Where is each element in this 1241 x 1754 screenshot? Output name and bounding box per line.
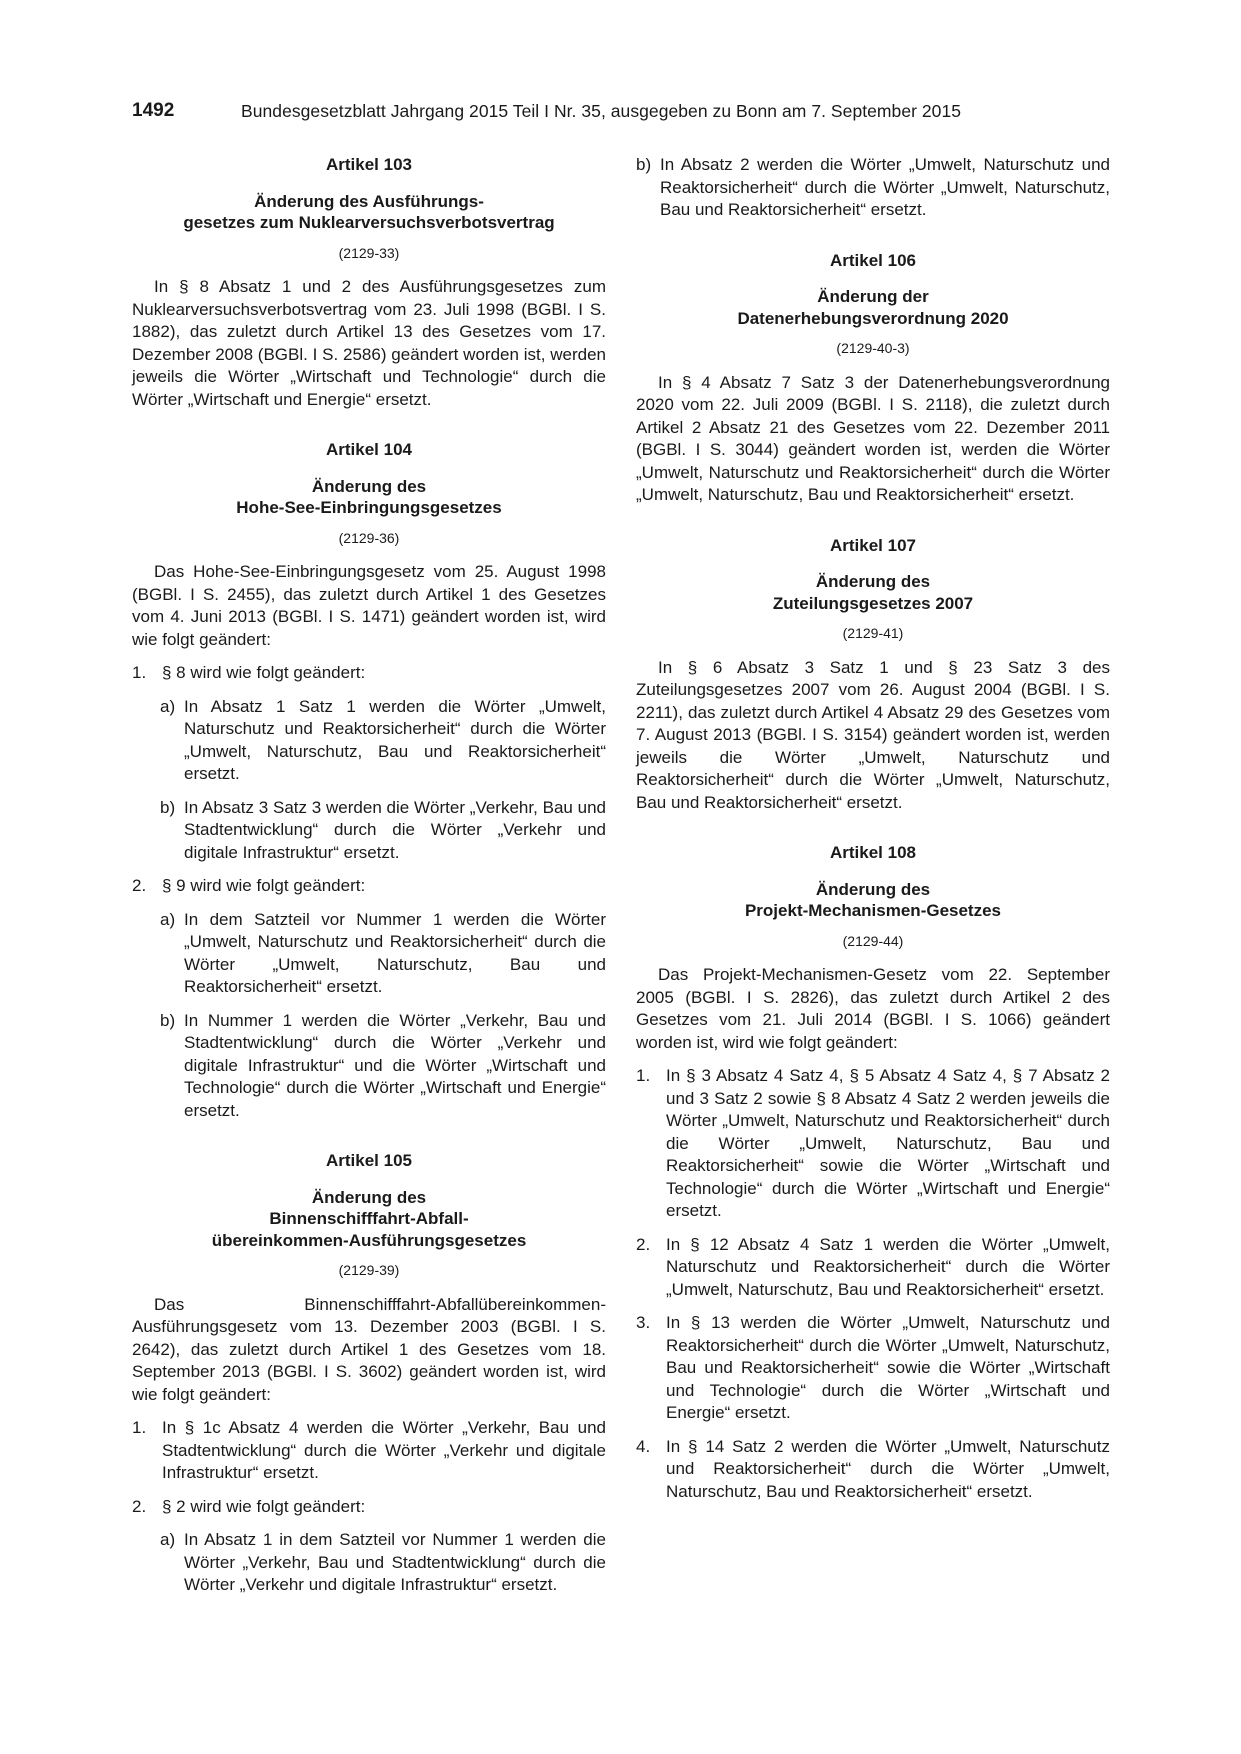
article-code: (2129-40-3) [836, 340, 910, 356]
article-text: In § 4 Absatz 7 Satz 3 der Datenerhebungsverordnung 2020 vom 22. Juli 2009 (BGBl. I S. 2118), die zuletzt durch Artikel 2 Absatz 21 des Gesetzes vom 22. Dezember 2011 (BGBl. I S. 3044) geändert worden ist, werden die Wörter „Umwelt, Naturschutz und Reaktorsicherheit“ durch die Wörter „Umwelt, Naturschutz, Bau und Reaktorsicherheit“ ersetzt. [636, 372, 1110, 504]
sub-list [162, 1529, 606, 1597]
sub-label: a) [160, 909, 176, 929]
list-item [636, 1065, 1110, 1223]
article-number: Artikel 104 [326, 440, 412, 459]
sub-label: a) [160, 1530, 176, 1549]
list-item [636, 1312, 1110, 1425]
article-title-line: übereinkommen-Ausführungsgesetzes [211, 1230, 527, 1250]
item-label: 2. [132, 1496, 147, 1516]
article-title-line: Binnenschifffahrt-Abfall- [269, 1209, 469, 1228]
sub-text: In Absatz 1 Satz 1 werden die Wörter „Umwelt, Naturschutz und Reaktorsicherheit“ durch die Wörter „Umwelt, Naturschutz, Bau und Reaktorsicherheit“ ersetzt. [184, 696, 606, 783]
article-number: Artikel 108 [830, 843, 916, 862]
list-item [132, 1417, 606, 1485]
article-title-line: Änderung des [311, 476, 427, 496]
article-text: Das Projekt-Mechanismen-Gesetz vom 22. September 2005 (BGBl. I S. 2826), das zuletzt durch Artikel 2 des Gesetzes vom 21. Juli 2014 (BGBl. I S. 1066) geändert worden ist, wird wie folgt geändert: [636, 965, 1110, 1052]
item-text: In § 1c Absatz 4 werden die Wörter „Verkehr, Bau und Stadtentwicklung“ durch die Wörter „Verkehr und digitale Infrastruktur“ ersetzt. [162, 1418, 606, 1482]
item-label: 2. [132, 876, 147, 895]
item-text: § 8 wird wie folgt geändert: [162, 663, 366, 682]
article-title-line: Datenerhebungsverordnung 2020 [737, 308, 1009, 328]
article-code: (2129-36) [338, 529, 400, 546]
article-title-line: Änderung des [815, 572, 931, 591]
item-text: In § 12 Absatz 4 Satz 1 werden die Wörter „Umwelt, Naturschutz und Reaktorsicherheit“ durch die Wörter „Umwelt, Naturschutz, Bau und Reaktorsicherheit“ ersetzt. [666, 1234, 1110, 1299]
item-text: § 9 wird wie folgt geändert: [162, 876, 366, 895]
article-title-line: Zuteilungsgesetzes 2007 [772, 593, 974, 613]
article-107 [636, 535, 1110, 815]
sub-item [132, 909, 606, 999]
sub-label: b) [636, 155, 652, 174]
page-number: 1492 [132, 100, 175, 121]
sub-item [132, 1529, 606, 1597]
sub-text: In Absatz 1 in dem Satzteil vor Nummer 1 werden die Wörter „Verkehr, Bau und Stadtentwicklung“ durch die Wörter „Verkehr und digitale Infrastruktur“ ersetzt. [184, 1530, 606, 1594]
item-label: 1. [636, 1066, 651, 1085]
amendment-list [132, 1417, 606, 1597]
sub-item [132, 696, 606, 786]
item-text: § 2 wird wie folgt geändert: [162, 1496, 366, 1516]
page-header [132, 100, 1112, 128]
article-105 [132, 1150, 606, 1597]
amendment-list [636, 1065, 1110, 1503]
article-text: In § 8 Absatz 1 und 2 des Ausführungsgesetzes zum Nuklearversuchsverbotsvertrag vom 23. Juli 1998 (BGBl. I S. 1882), das zuletzt durch Artikel 13 des Gesetzes vom 17. Dezember 2008 (BGBl. I S. 2586) geändert worden ist, werden jeweils die Wörter „Wirtschaft und Technologie“ durch die Wörter „Wirtschaft und Energie“ ersetzt. [132, 277, 606, 409]
article-number: Artikel 105 [326, 1151, 412, 1170]
left-column [132, 154, 606, 1625]
sub-label: b) [160, 1010, 176, 1030]
article-number: Artikel 103 [326, 155, 412, 174]
list-item [132, 662, 606, 864]
article-code: (2129-44) [842, 932, 904, 949]
amendment-list [132, 662, 606, 1122]
item-label: 2. [636, 1234, 651, 1254]
gazette-title: Bundesgesetzblatt Jahrgang 2015 Teil I Nr. 35, ausgegeben zu Bonn am 7. September 2015 [241, 101, 962, 121]
article-title [132, 191, 606, 234]
article-code: (2129-41) [842, 625, 904, 641]
article-title-line: Änderung des [815, 879, 931, 899]
item-label: 1. [132, 1418, 147, 1437]
sub-item [132, 1010, 606, 1123]
article-title-line: Projekt-Mechanismen-Gesetzes [744, 901, 1002, 920]
article-text: Das Hohe-See-Einbringungsgesetz vom 25. August 1998 (BGBl. I S. 2455), das zuletzt durch Artikel 1 des Gesetzes vom 4. Juni 2013 (BGBl. I S. 1471) geändert worden ist, wird wie folgt geändert: [132, 562, 606, 649]
article-104 [132, 439, 606, 1122]
article-title-line: gesetzes zum Nuklearversuchsverbotsvertrag [183, 213, 555, 232]
sub-list [162, 696, 606, 865]
item-text: In § 13 werden die Wörter „Umwelt, Naturschutz und Reaktorsicherheit“ durch die Wörter „Umwelt, Naturschutz, Bau und Reaktorsicherheit“ sowie die Wörter „Wirtschaft und Technologie“ durch die Wörter „Wirtschaft und Energie“ ersetzt. [666, 1313, 1110, 1422]
list-item [132, 1496, 606, 1597]
sub-item [132, 797, 606, 865]
article-108 [636, 842, 1110, 1503]
article-number: Artikel 107 [830, 535, 916, 555]
article-title [132, 476, 606, 519]
article-title [636, 286, 1110, 329]
sub-label: b) [160, 797, 176, 817]
article-title-line: Änderung des Ausführungs- [254, 191, 484, 211]
article-106 [636, 250, 1110, 507]
list-item [636, 1436, 1110, 1504]
item-label: 3. [636, 1313, 651, 1332]
sub-list [162, 909, 606, 1123]
article-number: Artikel 106 [830, 250, 916, 270]
sub-text: In Absatz 3 Satz 3 werden die Wörter „Verkehr, Bau und Stadtentwicklung“ durch die Wörter „Verkehr und digitale Infrastruktur“ ersetzt. [184, 797, 606, 862]
sub-text: In dem Satzteil vor Nummer 1 werden die Wörter „Umwelt, Naturschutz und Reaktorsicherheit“ durch die Wörter „Umwelt, Naturschutz, Bau und Reaktorsicherheit“ ersetzt. [184, 909, 606, 996]
sub-text: In Nummer 1 werden die Wörter „Verkehr, Bau und Stadtentwicklung“ durch die Wörter „Verkehr und digitale Infrastruktur“ und die Wörter „Wirtschaft und Technologie“ durch die Wörter „Wirtschaft und Energie“ ersetzt. [184, 1010, 606, 1120]
article-title [636, 879, 1110, 922]
list-item [636, 1234, 1110, 1302]
right-column [636, 154, 1110, 1531]
article-code: (2129-39) [338, 1262, 400, 1278]
article-103 [132, 154, 606, 411]
article-title [132, 1187, 606, 1252]
list-item [132, 875, 606, 1122]
article-title [636, 571, 1110, 614]
article-text: In § 6 Absatz 3 Satz 1 und § 23 Satz 3 des Zuteilungsgesetzes 2007 vom 26. August 2004 (BGBl. I S. 2211), das zuletzt durch Artikel 4 Absatz 29 des Gesetzes vom 7. August 2013 (BGBl. I S. 3154) geändert worden ist, werden jeweils die Wörter „Umwelt, Naturschutz und Reaktorsicherheit“ durch die Wörter „Umwelt, Naturschutz, Bau und Reaktorsicherheit“ ersetzt. [636, 657, 1110, 812]
sub-label: a) [160, 696, 176, 716]
item-text: In § 14 Satz 2 werden die Wörter „Umwelt, Naturschutz und Reaktorsicherheit“ durch die Wörter „Umwelt, Naturschutz, Bau und Reaktorsicherheit“ ersetzt. [666, 1436, 1110, 1501]
article-title-line: Änderung des [311, 1187, 427, 1207]
item-label: 1. [132, 663, 147, 682]
article-text: Das Binnenschifffahrt-Abfallübereinkommen-Ausführungsgesetz vom 13. Dezember 2003 (BGBl. I S. 2642), das zuletzt durch Artikel 1 des Gesetzes vom 18. September 2013 (BGBl. I S. 3602) geändert worden ist, wird wie folgt geändert: [132, 1294, 606, 1404]
item-text: In § 3 Absatz 4 Satz 4, § 5 Absatz 4 Satz 4, § 7 Absatz 2 und 3 Satz 2 sowie § 8 Absatz 4 Satz 2 werden jeweils die Wörter „Umwelt, Naturschutz und Reaktorsicherheit“ durch die Wörter „Umwelt, Naturschutz, Bau und Reaktorsicherheit“ sowie die Wörter „Wirtschaft und Technologie“ durch die Wörter „Wirtschaft und Energie“ ersetzt. [666, 1066, 1110, 1220]
article-code: (2129-33) [338, 244, 400, 261]
article-title-line: Änderung der [817, 287, 929, 306]
sub-item-continued [636, 154, 1110, 222]
sub-text: In Absatz 2 werden die Wörter „Umwelt, Naturschutz und Reaktorsicherheit“ durch die Wörter „Umwelt, Naturschutz, Bau und Reaktorsicherheit“ ersetzt. [660, 155, 1110, 219]
article-title-line: Hohe-See-Einbringungsgesetzes [236, 498, 502, 517]
item-label: 4. [636, 1436, 651, 1456]
